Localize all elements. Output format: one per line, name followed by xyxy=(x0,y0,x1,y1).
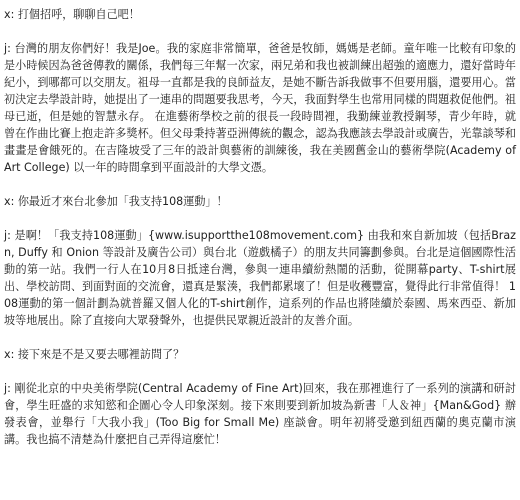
question-paragraph: x: 接下來是不是又要去哪裡訪問了？ xyxy=(4,348,185,361)
paragraph-spacer xyxy=(4,329,516,346)
paragraph-spacer xyxy=(4,363,516,380)
question-paragraph: x: 你最近才來台北參加「我支持108運動」！ xyxy=(4,195,228,208)
answer-paragraph: j: 台灣的朋友你們好！我是Joe。我的家庭非常簡單，爸爸是牧師，媽媽是老師。童年唯一比較有印象的是小時候因為爸爸傳教的關係，我們每三年幫一次家，兩兄弟和我也被訓練出超強的適應力，還好當時年紀小，到哪都可以交朋友。祖母一直都是我的良師益友，是她不斷告訴我做事不但要用腦，還要用心。當初決定去學設計時，她提出了一連串的問題要我思考，今天，我面對學生也常用同樣的問題救促他們。祖母已逝，但是她的智慧永存。 在進藝術學校之前的很長一段時間裡，我勤練並教授鋼琴，青少年時，就曾在作曲比賽上抱走許多獎杯。但父母秉持著亞洲傳統的觀念，認為我應該去學設計或廣告，光靠談琴和畫畫是會餓死的。在吉隆坡受了三年的設計與藝術的訓練後，我在美國舊金山的藝術學院(Academy of Art College) 以一年的時間拿到平面設計的大學文憑。 xyxy=(4,42,516,174)
paragraph-spacer xyxy=(4,210,516,227)
answer-paragraph: j: 剛從北京的中央美術學院(Central Academy of Fine Art)回來，我在那裡進行了一系列的演講和研討會，學生旺盛的求知慾和企圖心令人印象深刻。接下來則要到新加坡為新書「人＆神」{Man&God} 辦發表會，並舉行「大我小我」(Too Big for Small Me) 座談會。明年初將受邀到紐西蘭的奧克蘭市演講。我也搞不清楚為什麼把自己弄得這麼忙！ xyxy=(4,382,516,446)
question-paragraph: x: 打個招呼，聊聊自己吧！ xyxy=(4,8,140,21)
paragraph-spacer xyxy=(4,23,516,40)
paragraph-spacer xyxy=(4,176,516,193)
answer-paragraph: j: 是啊！「我支持108運動」{www.isupportthe108movement.com} 由我和來自新加坡（包括Brazn, Duffy 和 Onion 等設計及廣告公司）與台北（遊戲橘子）的朋友共同籌劃參與。台北是這個國際性活動的第一站。我們一行人在10月8日抵達台灣，參與一連串續紛熱鬧的活動，從開幕party、T-shirt展出、學校訪問、到面對面的交流會，還真是緊湊，我們都累壞了！但是收穫豐富，覺得此行非常值得！ 108運動的第一個計劃為就普羅又個人化的T-shirt創作，這系列的作品也將陸續於泰國、馬來西亞、新加坡等地展出。除了直接向大眾發聲外，也提供民眾親近設計的友善介面。 xyxy=(4,229,516,327)
